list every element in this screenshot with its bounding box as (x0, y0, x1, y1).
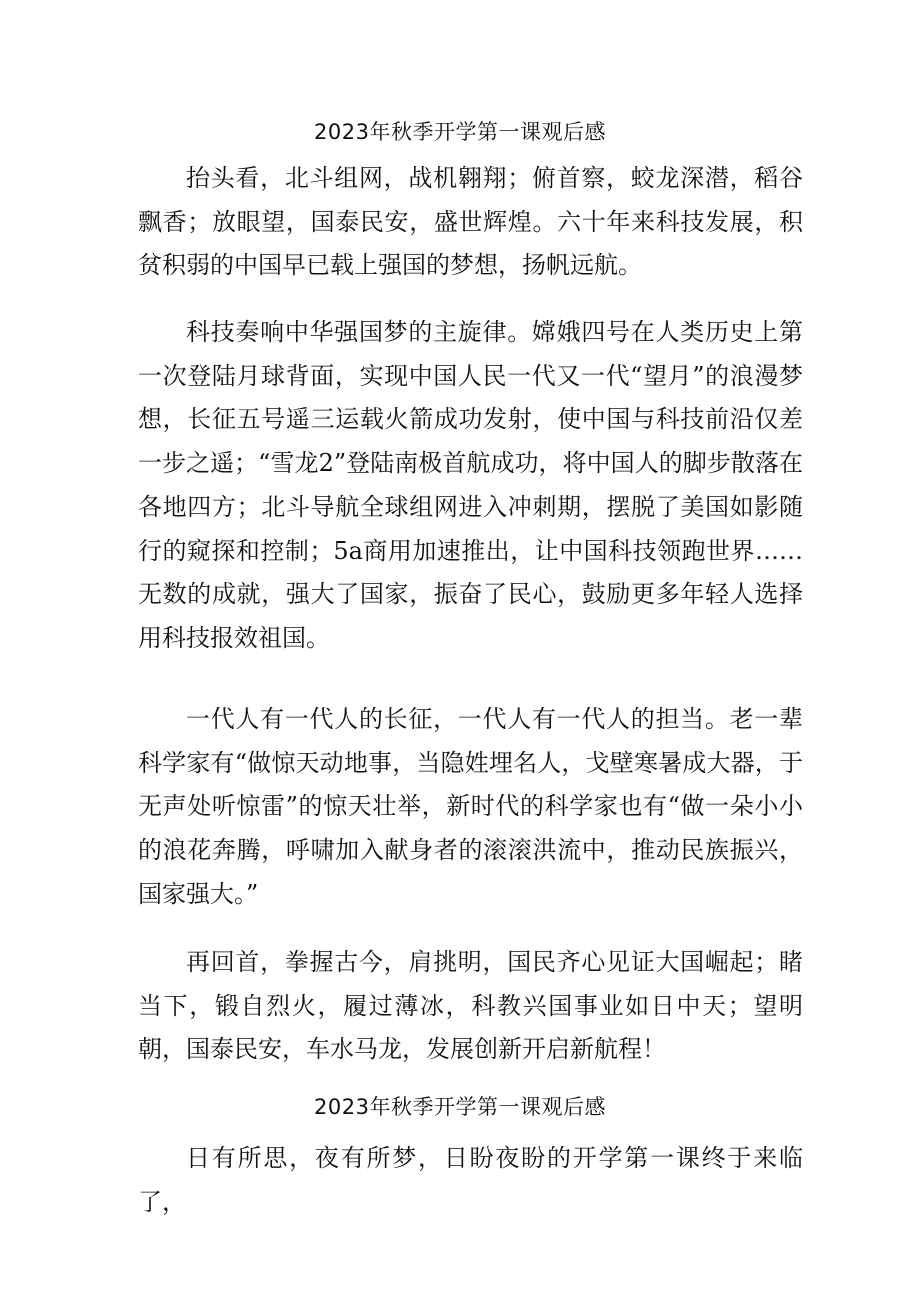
paragraph-3: 一代人有一代人的长征，一代人有一代人的担当。老一辈科学家有“做惊天动地事，当隐姓埋名人，戈壁寒暑成大器，于无声处听惊雷”的惊天壮举，新时代的科学家也有“做一朵小小的浪花奔腾，呼啸加入献身者的滚滚洪流中，推动民族振兴，国家强大。” (138, 705, 803, 908)
paragraph-1: 抬头看，北斗组网，战机翱翔；俯首察，蛟龙深潜，稻谷飘香；放眼望，国泰民安，盛世辉煌。六十年来科技发展，积贫积弱的中国早已载上强国的梦想，扬帆远航。 (138, 164, 803, 280)
paragraph-2: 科技奏响中华强国梦的主旋律。嫦娥四号在人类历史上第一次登陆月球背面，实现中国人民一代又一代“望月”的浪漫梦想，长征五号遥三运载火箭成功发射，使中国与科技前沿仅差一步之遥；“雪龙2”登陆南极首航成功，将中国人的脚步散落在各地四方；北斗导航全球组网进入冲刺期，摆脱了美国如影随行的窥探和控制；5a商用加速推出，让中国科技领跑世界……无数的成就，强大了国家，振奋了民心，鼓励更多年轻人选择用科技报效祖国。 (138, 318, 803, 652)
paragraph-4: 再回首，拳握古今，肩挑明，国民齐心见证大国崛起；睹当下，锻自烈火，履过薄冰，科教兴国事业如日中天；望明朝，国泰民安，车水马龙，发展创新开启新航程！ (138, 948, 803, 1064)
document-title: 2023年秋季开学第一课观后感 (314, 120, 606, 144)
second-paragraph-1: 日有所思，夜有所梦，日盼夜盼的开学第一课终于来临了， (138, 1144, 803, 1216)
second-document-title: 2023年秋季开学第一课观后感 (314, 1095, 606, 1119)
